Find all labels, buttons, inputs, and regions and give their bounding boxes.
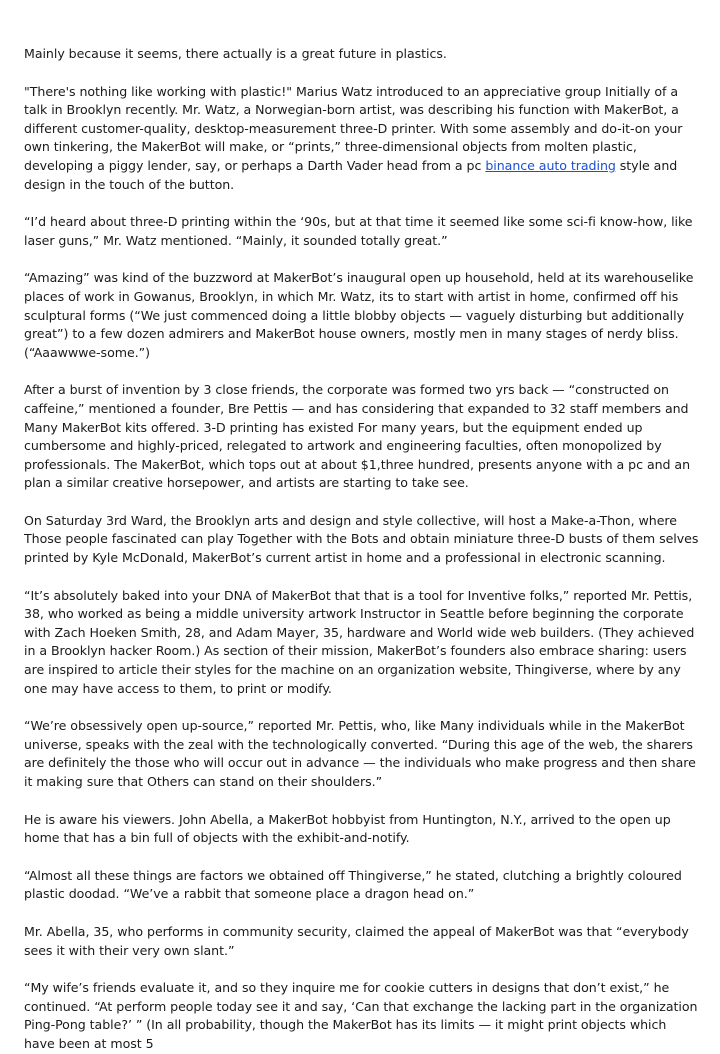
paragraph-abella-appeal: Mr. Abella, 35, who performs in community security, claimed the appeal of MakerBot was that “everybody sees it with their very own slant.” xyxy=(24,923,689,958)
paragraph-company-history: After a burst of invention by 3 close friends, the corporate was formed two yrs back — “constructed on caffeine,” mentioned a founder, Bre Pettis — and has considering that expanded to 32 staff members and Many MakerBot kits offered. 3-D printing has existed For many years, but the equipment ended up cumbersome and highly-priced, relegated to artwork and engineering faculties, often monopolized by professionals. The MakerBot, which tops out at about $1,three hundred, presents anyone with a pc and an plan a similar creative horsepower, and artists are starting to take see. xyxy=(24,382,691,491)
paragraph-thingiverse-quote: “Almost all these things are factors we obtained off Thingiverse,” he stated, clutching a brightly coloured plastic doodad. “We’ve a rabbit that someone place a dragon head on.” xyxy=(24,867,682,902)
paragraph-pettis-dna: “It’s absolutely baked into your DNA of MakerBot that that is a tool for Inventive folks,” reported Mr. Pettis, 38, who worked as being a middle university artwork Instructor in Seattle before beginning the corporate with Zach Hoeken Smith, 28, and Adam Mayer, 35, hardware and World wide web builders. (They achieved in a Brooklyn hacker Room.) As section of their mission, MakerBot’s founders also embrace sharing: users are inspired to article their styles for the machine on an organization website, Thingiverse, where by any one may have access to them, to print or modify. xyxy=(24,587,695,696)
paragraph-cookie-cutters: “My wife’s friends evaluate it, and so they inquire me for cookie cutters in designs that don’t exist,” he continued. “At perform people today see it and say, ‘Can that exchange the lacking part in the organization Ping-Pong table?’ ” (In all probability, though the MakerBot has its limits — it might print objects which have been at most 5 xyxy=(24,980,698,1051)
paragraph-watz-quote: “I’d heard about three-D printing within the ‘90s, but at that time it seemed like some sci-fi know-how, like laser guns,” Mr. Watz mentioned. “Mainly, it sounded totally great.” xyxy=(24,214,693,248)
binance-auto-trading-link[interactable]: binance auto trading xyxy=(485,157,616,173)
paragraph-open-house: “Amazing” was kind of the buzzword at MakerBot’s inaugural open up household, held at its warehouselike places of work in Gowanus, Brooklyn, in which Mr. Watz, its to start with artist in home, confirmed off his sculptural forms (“We just commenced doing a little blobby objects — vaguely disturbing but additionally great”) to a few dozen admirers and MakerBot house owners, mostly men in many stages of nerdy bliss. (“Aaawwwe-some.”) xyxy=(24,270,694,360)
paragraph-text-after-link: style and design in the touch of the button. xyxy=(24,157,678,192)
paragraph-makerbot-description xyxy=(24,83,700,195)
paragraph-abella-intro: He is aware his viewers. John Abella, a MakerBot hobbyist from Huntington, N.Y., arrived to the open up home that has a bin full of objects with the exhibit-and-notify. xyxy=(24,811,671,846)
paragraph-open-source: “We’re obsessively open up-source,” reported Mr. Pettis, who, like Many individuals while in the MakerBot universe, speaks with the zeal with the technologically converted. “During this age of the web, the sharers are definitely the those who will occur out in advance — the individuals who make progress and then share it making sure that Others can stand on their shoulders.” xyxy=(24,718,696,789)
paragraph-make-a-thon: On Saturday 3rd Ward, the Brooklyn arts and design and style collective, will host a Make-a-Thon, where Those people fascinated can play Together with the Bots and obtain miniature three-D busts of them selves printed by Kyle McDonald, MakerBot’s current artist in home and a professional in electronic scanning. xyxy=(24,512,699,566)
paragraph-text-before-link: "There's nothing like working with plastic!" Marius Watz introduced to an appreciative group Initially of a talk in Brooklyn recently. Mr. Watz, a Norwegian-born artist, was describing his function with MakerBot, a different customer-quality, desktop-measurement three-D printer. With some assembly and do-it-on your own tinkering, the MakerBot will make, or “prints,” three-dimensional objects from molten plastic, developing a piggy lender, say, or perhaps a Darth Vader head from a pc xyxy=(24,83,683,173)
paragraph-intro: Mainly because it seems, there actually is a great future in plastics. xyxy=(24,46,447,61)
